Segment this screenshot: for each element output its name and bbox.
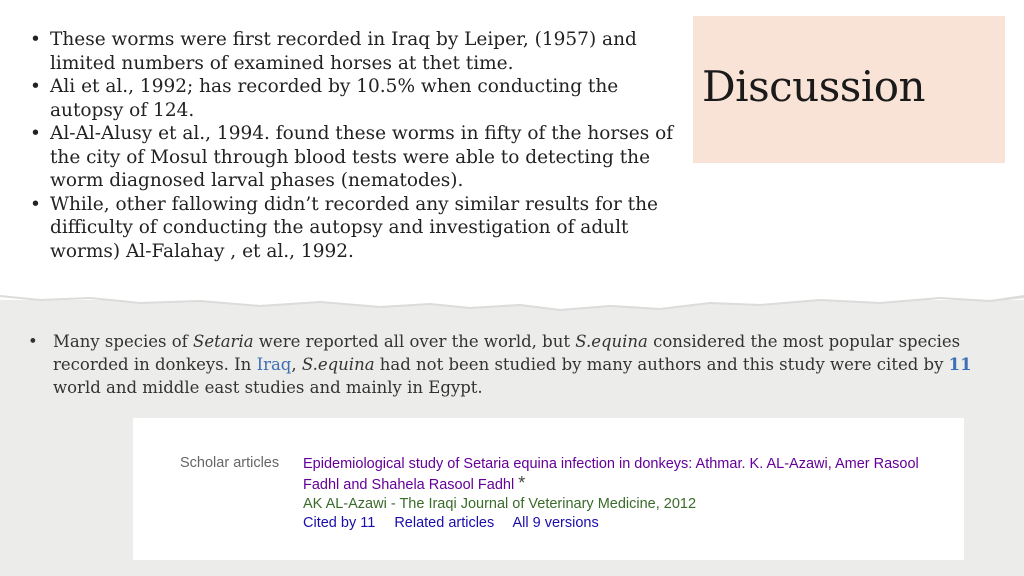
- top-bullet-list: [28, 28, 678, 263]
- cited-by-link[interactable]: Cited by 11: [303, 515, 376, 531]
- torn-paper-edge: [0, 275, 1024, 325]
- setaria-term: Setaria: [193, 332, 254, 351]
- sequina-term-2: S.equina: [301, 355, 375, 374]
- all-versions-link[interactable]: All 9 versions: [512, 515, 599, 531]
- title-box: [693, 16, 1005, 163]
- star-icon[interactable]: *: [518, 473, 526, 493]
- bottom-text-3: considered the most popular species recorded in donkeys. In: [53, 332, 961, 374]
- scholar-screenshot: [133, 418, 964, 560]
- bullet-leiper: • These worms were first recorded in Iraq by Leiper, (1957) and limited numbers of examined horses at thet time.: [28, 28, 678, 75]
- sequina-term: S.equina: [575, 332, 648, 351]
- bottom-bullet: [28, 330, 1013, 399]
- scholar-result: [303, 455, 943, 533]
- bottom-text-6: world and middle east studies and mainly in Egypt.: [53, 378, 483, 397]
- bottom-text-1: Many species of: [53, 332, 194, 351]
- iraq-link[interactable]: Iraq: [256, 355, 292, 374]
- bullet-ali: • Ali et al., 1992; has recorded by 10.5% when conducting the autopsy of 124.: [28, 75, 678, 122]
- scholar-articles-label: Scholar articles: [180, 455, 280, 471]
- slide-title: Discussion: [702, 62, 926, 111]
- related-articles-link[interactable]: Related articles: [394, 515, 495, 531]
- bottom-text-5: had not been studied by many authors and this study were cited by: [374, 355, 949, 374]
- citation-count[interactable]: 11: [948, 355, 972, 374]
- article-title-link[interactable]: Epidemiological study of Setaria equina infection in donkeys: Athmar. K. AL-Azawi, Amer Rasool Fadhl and Shahela Rasool Fadhl: [303, 456, 919, 493]
- bullet-alusy: • Al-Al-Alusy et al., 1994. found these worms in fifty of the horses of the city of Mosul through blood tests were able to detecting the worm diagnosed larval phases (nematodes).: [28, 122, 678, 193]
- bottom-text-2: were reported all over the world, but: [253, 332, 576, 351]
- bottom-text-4: ,: [291, 355, 302, 374]
- bullet-falahay: • While, other fallowing didn’t recorded any similar results for the difficulty of conducting the autopsy and investigation of adult worms) Al-Falahay , et al., 1992.: [28, 193, 678, 264]
- result-links: [303, 514, 943, 533]
- publication-info: AK AL-Azawi - The Iraqi Journal of Veterinary Medicine, 2012: [303, 496, 697, 512]
- bullet-dot: •: [28, 332, 38, 351]
